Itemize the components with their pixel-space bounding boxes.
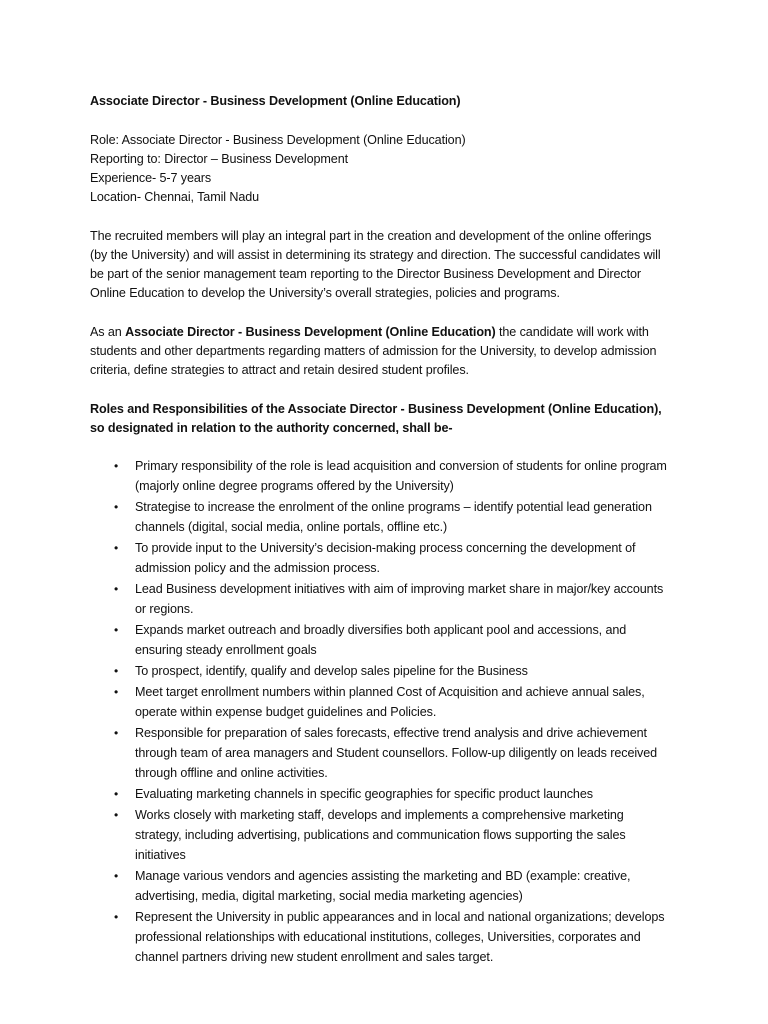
bullet-icon: • <box>114 664 119 678</box>
meta-experience: Experience- 5-7 years <box>90 171 212 185</box>
list-item-text: Meet target enrollment numbers within planned Cost of Acquisition and achieve annual sales, operate within expense budget guidelines and Policies. <box>135 685 645 719</box>
list-item-text: Evaluating marketing channels in specific geographies for specific product launches <box>135 787 593 801</box>
list-item <box>90 805 670 865</box>
list-item <box>90 579 670 619</box>
bullet-icon: • <box>114 623 119 637</box>
meta-reporting: Reporting to: Director – Business Development <box>90 152 348 166</box>
list-item-text: Primary responsibility of the role is lead acquisition and conversion of students for online program (majorly online degree programs offered by the University) <box>135 459 667 493</box>
list-item <box>90 661 670 681</box>
bullet-icon: • <box>114 582 119 596</box>
bullet-icon: • <box>114 459 119 473</box>
list-item <box>90 497 670 537</box>
list-item-text: Responsible for preparation of sales forecasts, effective trend analysis and drive achievement through team of area managers and Student counsellors. Follow-up diligently on leads received through offline and online activities. <box>135 726 658 780</box>
list-item <box>90 620 670 660</box>
list-item <box>90 682 670 722</box>
bullet-icon: • <box>114 726 119 740</box>
bullet-icon: • <box>114 910 119 924</box>
meta-location: Location- Chennai, Tamil Nadu <box>90 190 260 204</box>
responsibilities-heading: Roles and Responsibilities of the Associate Director - Business Development (Online Education), so designated in relation to the authority concerned, shall be- <box>90 402 662 435</box>
bullet-icon: • <box>114 500 119 514</box>
responsibilities-list <box>90 456 670 967</box>
role-paragraph-bold: Associate Director - Business Development (Online Education) <box>125 325 496 339</box>
list-item <box>90 784 670 804</box>
list-item-text: To provide input to the University’s decision-making process concerning the development of admission policy and the admission process. <box>135 541 636 575</box>
document-title: Associate Director - Business Development (Online Education) <box>90 94 461 108</box>
bullet-icon: • <box>114 685 119 699</box>
list-item-text: To prospect, identify, qualify and develop sales pipeline for the Business <box>135 664 528 678</box>
intro-paragraph: The recruited members will play an integral part in the creation and development of the online offerings (by the University) and will assist in determining its strategy and direction. The successful candidates will be part of the senior management team reporting to the Director Business Development and Director Online Education to develop the University’s overall strategies, policies and programs. <box>90 229 661 300</box>
list-item-text: Expands market outreach and broadly diversifies both applicant pool and accessions, and ensuring steady enrollment goals <box>135 623 627 657</box>
list-item <box>90 907 670 967</box>
role-paragraph-prefix: As an <box>90 325 126 339</box>
list-item-text: Strategise to increase the enrolment of the online programs – identify potential lead generation channels (digital, social media, online portals, offline etc.) <box>135 500 652 534</box>
document-body <box>90 92 670 968</box>
role-paragraph-suffix: the candidate will work with students and other departments regarding matters of admission for the University, to develop admission criteria, define strategies to attract and retain desired student profiles. <box>90 325 657 377</box>
list-item-text: Represent the University in public appearances and in local and national organizations; develops professional relationships with educational institutions, colleges, Universities, corporates and channel partners driving new student enrollment and sales target. <box>135 910 665 964</box>
bullet-icon: • <box>114 869 119 883</box>
role-paragraph <box>90 323 670 380</box>
list-item <box>90 866 670 906</box>
list-item <box>90 456 670 496</box>
list-item-text: Lead Business development initiatives with aim of improving market share in major/key accounts or regions. <box>135 582 664 616</box>
bullet-icon: • <box>114 808 119 822</box>
list-item <box>90 538 670 578</box>
bullet-icon: • <box>114 541 119 555</box>
bullet-icon: • <box>114 787 119 801</box>
list-item <box>90 723 670 783</box>
job-meta <box>90 131 670 207</box>
meta-role: Role: Associate Director - Business Development (Online Education) <box>90 133 466 147</box>
list-item-text: Works closely with marketing staff, develops and implements a comprehensive marketing strategy, including advertising, publications and communication flows supporting the sales initiatives <box>135 808 626 862</box>
list-item-text: Manage various vendors and agencies assisting the marketing and BD (example: creative, advertising, media, digital marketing, social media marketing agencies) <box>135 869 631 903</box>
